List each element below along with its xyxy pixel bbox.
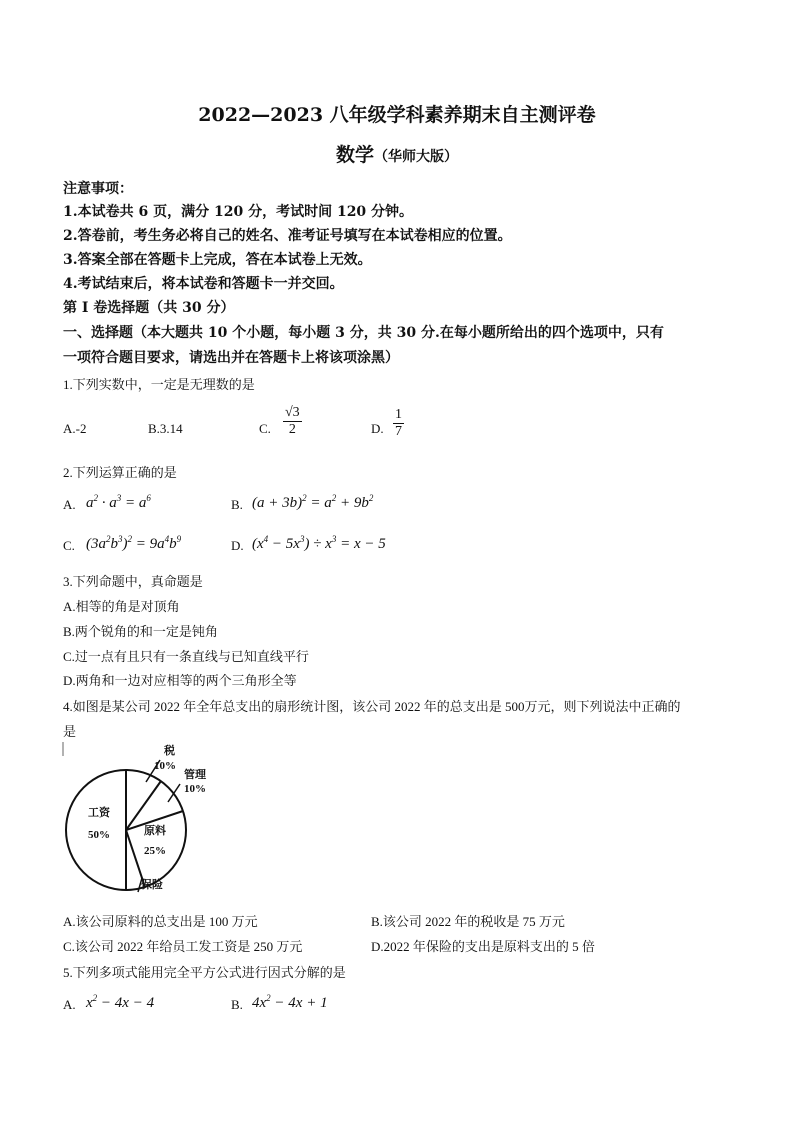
part-heading: 第 I 卷选择题（共 30 分） [63, 300, 235, 316]
q3-option-b: B.两个锐角的和一定是钝角 [63, 624, 218, 639]
q1-d-denominator: 7 [395, 424, 402, 439]
q4-option-d: D.2022 年保险的支出是原料支出的 5 倍 [371, 939, 595, 954]
q4-option-a: A.该公司原料的总支出是 100 万元 [63, 914, 258, 929]
q5-option-b-label: B. [231, 997, 243, 1012]
notice-heading: 注意事项： [63, 181, 133, 197]
q4-option-c: C.该公司 2022 年给员工发工资是 250 万元 [63, 939, 303, 954]
q1-option-c-fraction [283, 405, 302, 438]
exam-subject [0, 140, 794, 167]
q2-stem: 2.下列运算正确的是 [63, 465, 177, 480]
q1-option-c-label: C. [259, 421, 271, 436]
label-insurance: 保险 [141, 879, 163, 891]
q2-option-d-expression: $(x^4 - 5x^3) \div x^3 = x - 5$ [252, 534, 386, 552]
notice-item-1: 1.本试卷共 6 页，满分 120 分，考试时间 120 分钟。 [63, 204, 414, 220]
q1-c-numerator: √3 [285, 405, 300, 420]
label-tax: 税 [164, 745, 175, 757]
subject-label: 数学 [335, 144, 374, 166]
q2-option-b-expression: $(a + 3b)^2 = a^2 + 9b^2$ [252, 493, 374, 511]
q5-option-b-expression: $4x^2 - 4x + 1$ [252, 993, 328, 1011]
label-tax-pct: 10% [154, 760, 176, 772]
q2-option-a-label: A. [63, 497, 76, 512]
label-wages: 工资 [88, 807, 110, 819]
q4-stem-line2: 是 [63, 724, 77, 739]
q2-option-b-label: B. [231, 497, 243, 512]
notice-item-2: 2.答卷前，考生务必将自己的姓名、准考证号填写在本试卷相应的位置。 [63, 228, 512, 244]
q4-option-b: B.该公司 2022 年的税收是 75 万元 [371, 914, 565, 929]
slice-divider-tax [126, 781, 161, 830]
exam-title: 2022—2023 八年级学科素养期末自主测评卷 [198, 104, 596, 126]
label-management-pct: 10% [184, 783, 206, 795]
q3-option-a: A.相等的角是对顶角 [63, 599, 180, 614]
q1-stem: 1.下列实数中，一定是无理数的是 [63, 377, 255, 392]
label-wages-pct: 50% [88, 829, 110, 841]
notice-item-4: 4.考试结束后，将本试卷和答题卡一并交回。 [63, 276, 344, 292]
q5-stem: 5.下列多项式能用完全平方公式进行因式分解的是 [63, 965, 346, 980]
q1-option-d-label: D. [371, 421, 384, 436]
q1-option-b: B.3.14 [148, 421, 183, 436]
q2-option-c-label: C. [63, 538, 75, 553]
q1-c-denominator: 2 [288, 422, 296, 437]
label-materials: 原料 [144, 825, 166, 837]
q2-option-d-label: D. [231, 538, 244, 553]
notice-item-3: 3.答案全部在答题卡上完成，答在本试卷上无效。 [63, 252, 372, 268]
q5-option-a-expression: $x^2 - 4x - 4$ [86, 993, 155, 1011]
q4-stem-line1: 4.如图是某公司 2022 年全年总支出的扇形统计图，该公司 2022 年的总支出是 500万元，则下列说法中正确的 [63, 699, 681, 714]
section-heading-line2: 一项符合题目要求，请选出并在答题卡上将该项涂黑） [63, 350, 399, 366]
label-management: 管理 [184, 769, 206, 781]
pie-slices [66, 770, 186, 890]
section-heading-line1: 一、选择题（本大题共 10 个小题，每小题 3 分，共 30 分.在每小题所给出的四个选项中，只有 [63, 325, 664, 341]
expense-pie-chart [60, 742, 230, 907]
label-materials-pct: 25% [144, 845, 166, 857]
q5-option-a-label: A. [63, 997, 76, 1012]
q1-option-d-fraction [393, 407, 404, 440]
q3-option-c: C.过一点有且只有一条直线与已知直线平行 [63, 649, 309, 664]
q3-option-d: D.两角和一边对应相等的两个三角形全等 [63, 673, 297, 688]
q1-d-numerator: 1 [395, 407, 402, 422]
q3-stem: 3.下列命题中，真命题是 [63, 574, 203, 589]
edition-label: （华师大版） [374, 149, 458, 165]
q2-option-a-expression: $a^2 \cdot a^3 = a^6$ [86, 493, 151, 511]
q2-option-c-expression: $(3a^2b^3)^2 = 9a^4b^9$ [86, 534, 182, 552]
q1-option-a: A.-2 [63, 421, 87, 436]
